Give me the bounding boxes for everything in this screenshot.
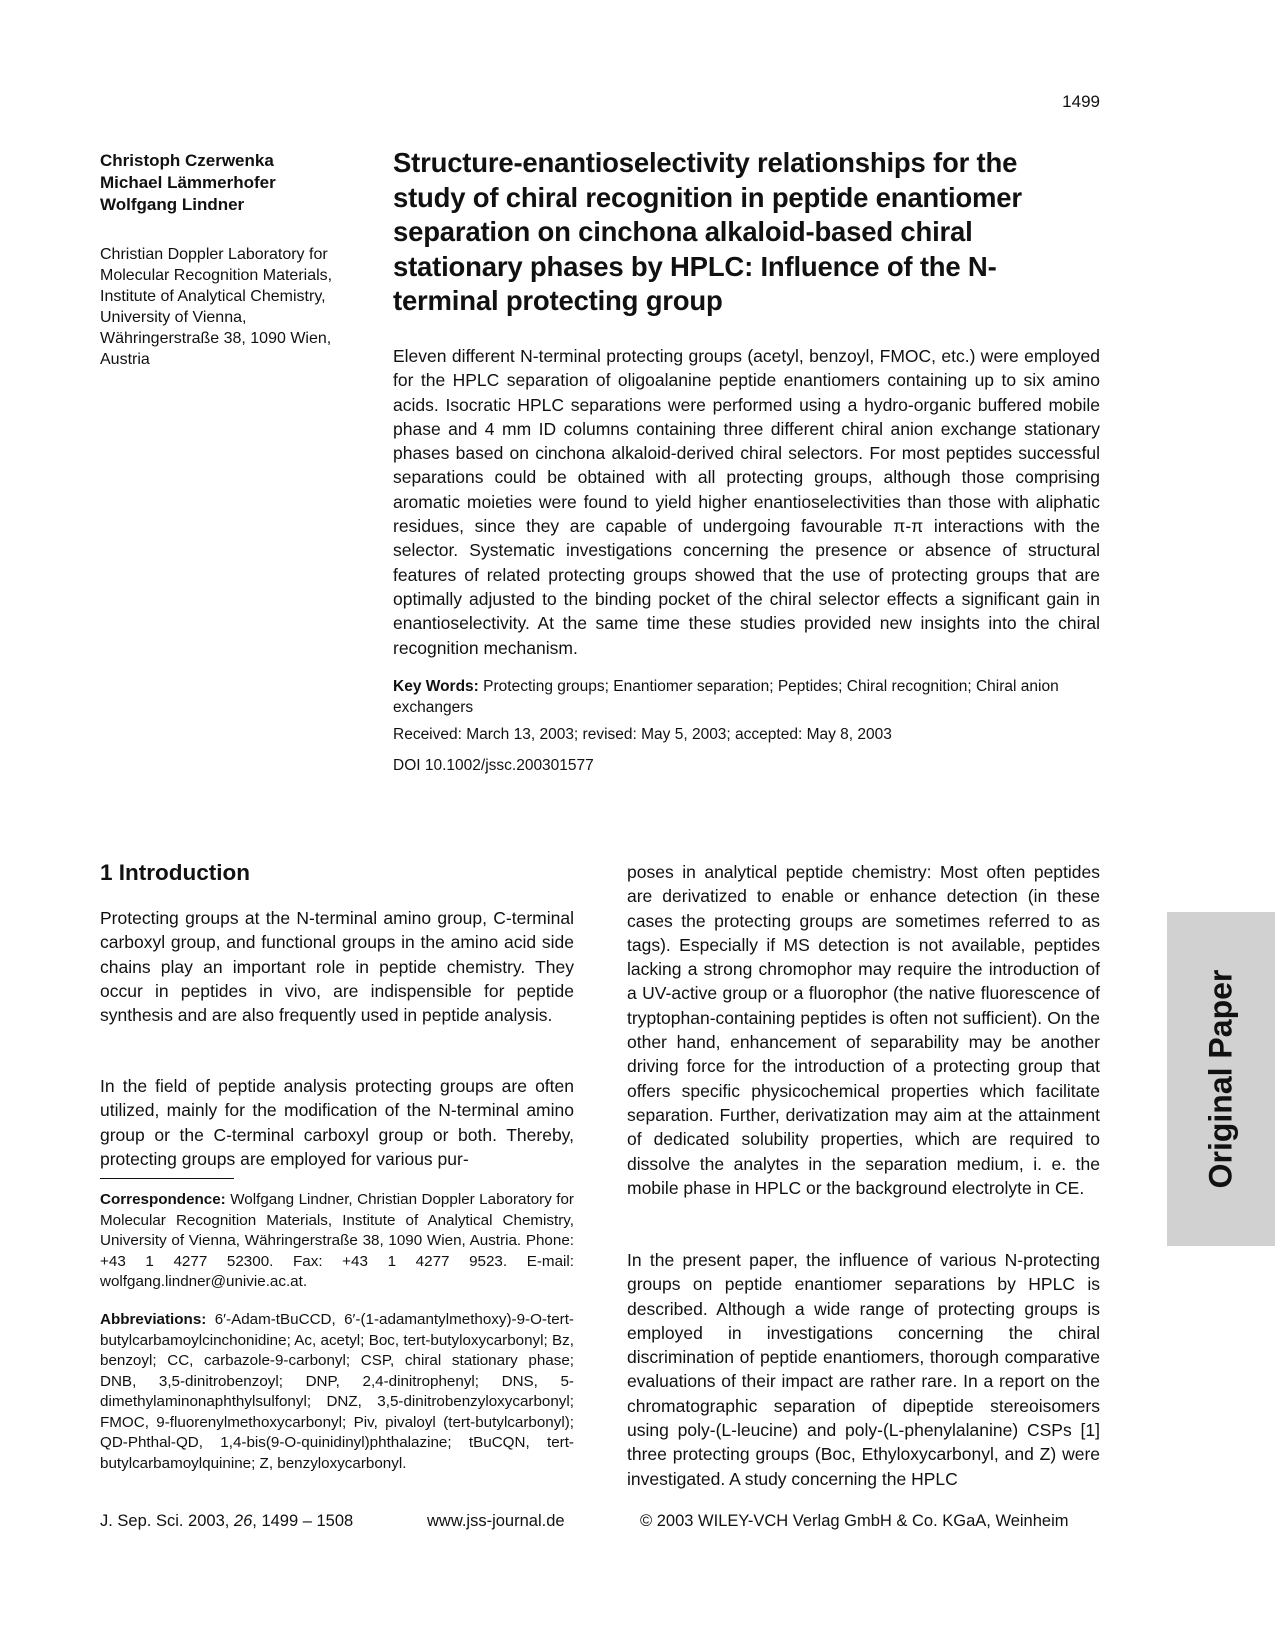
section-heading: 1 Introduction <box>100 860 250 885</box>
side-tab-label: Original Paper <box>1202 969 1239 1189</box>
doi: DOI 10.1002/jssc.200301577 <box>393 757 594 774</box>
keywords-label: Key Words: <box>393 678 479 695</box>
footer-volume: 26 <box>233 1512 253 1530</box>
footer-copyright: © 2003 WILEY-VCH Verlag GmbH & Co. KGaA, Weinheim <box>640 1512 1069 1530</box>
paragraph: poses in analytical peptide chemistry: Most often peptides are derivatized to enable or enhance detection (in these cases the protecting groups are sometimes referred to as tags). Especially if MS detection is not available, peptides lacking a strong chromophor may require the introduction of a UV-active group or a fluorophor (the native fluorescence of tryptophan-containing peptides is often not sufficient). On the other hand, enhancement of separability may be another driving force for the introduction of a protecting group that offers specific physicochemical properties which facilitate separation. Further, derivatization may aim at the attainment of dedicated solubility properties, which are required to dissolve the analytes in the separation medium, i. e. the mobile phase in HPLC or the background electrolyte in CE. <box>627 862 1100 1198</box>
footer-url: www.jss-journal.de <box>427 1512 565 1530</box>
abstract: Eleven different N-terminal protecting groups (acetyl, benzoyl, FMOC, etc.) were employed for the HPLC separation of oligoalanine peptide enantiomers containing up to six amino acids. Isocratic HPLC separations were performed using a hydro-organic buffered mobile phase and 4 mm ID columns containing three different chiral anion exchange stationary phases based on cinchona alkaloid-derived chiral selectors. For most peptides successful separations could be obtained with all protecting groups, although those comprising aromatic moieties were found to yield higher enantioselectivities than those with aliphatic residues, since they are capable of undergoing favourable π-π interactions with the selector. Systematic investigations concerning the presence or absence of structural features of related protecting groups showed that the use of protecting groups that are optimally adjusted to the binding pocket of the chiral selector effects a significant gain in enantioselectivity. At the same time these studies provided new insights into the chiral recognition mechanism. <box>393 346 1100 658</box>
footer-citation <box>100 1512 353 1531</box>
paragraph: In the present paper, the influence of various N-protecting groups on peptide enantiomer separations by HPLC is described. Although a wide range of protecting groups is employed in investigations concerning the chiral discrimination of peptide enantiomers, thorough comparative evaluations of their impact are rather rare. In a report on the chromatographic separation of dipeptide stereoisomers using poly-(L-leucine) and poly-(L-phenylalanine) CSPs [1] three protecting groups (Boc, Ethyloxycarbonyl, and Z) were investigated. A study concerning the HPLC <box>627 1250 1100 1489</box>
author-name: Wolfgang Lindner <box>100 195 245 214</box>
keywords-text: Protecting groups; Enantiomer separation; Peptides; Chiral recognition; Chiral anion exchangers <box>393 678 1059 716</box>
footnote-divider <box>100 1178 234 1179</box>
article-title: Structure-enantioselectivity relationships for the study of chiral recognition in peptide enantiomer separation on cinchona alkaloid-based chiral stationary phases by HPLC: Influence of the N-terminal protecting group <box>393 147 1022 316</box>
abbreviations-note <box>100 1310 574 1474</box>
author-name: Christoph Czerwenka <box>100 151 274 170</box>
footer-pages: , 1499 – 1508 <box>252 1512 354 1530</box>
author-list <box>100 150 370 216</box>
correspondence-note <box>100 1190 574 1293</box>
paragraph: In the field of peptide analysis protecting groups are often utilized, mainly for the modification of the N-terminal amino group or the C-terminal carboxyl group or both. Thereby, protecting groups are employed for various pur- <box>100 1076 574 1169</box>
footer-journal: J. Sep. Sci. 2003, <box>100 1512 234 1530</box>
received-dates: Received: March 13, 2003; revised: May 5, 2003; accepted: May 8, 2003 <box>393 726 892 743</box>
keywords <box>393 677 1100 718</box>
correspondence-text: Wolfgang Lindner, Christian Doppler Laboratory for Molecular Recognition Materials, Institute of Analytical Chemistry, University of Vienna, Währingerstraße 38, 1090 Wien, Austria. Phone: +43 1 4277 52300. Fax: +43 1 4277 9523. E-mail: wolfgang.lindner@univie.ac.at. <box>100 1191 574 1290</box>
page-number: 1499 <box>1062 92 1100 111</box>
correspondence-label: Correspondence: <box>100 1191 226 1208</box>
abbreviations-label: Abbreviations: <box>100 1311 207 1328</box>
paragraph: Protecting groups at the N-terminal amino group, C-terminal carboxyl group, and functional groups in the amino acid side chains play an important role in peptide chemistry. They occur in peptides in vivo, are indispensible for peptide synthesis and are also frequently used in peptide analysis. <box>100 908 574 1026</box>
abbreviations-text: 6′-Adam-tBuCCD, 6′-(1-adamantylmethoxy)-9-O-tert-butylcarbamoylcinchonidine; Ac, acetyl; Boc, tert-butyloxycarbonyl; Bz, benzoyl; CC, carbazole-9-carbonyl; CSP, chiral stationary phase; DNB, 3,5-dinitrobenzoyl; DNP, 2,4-dinitrophenyl; DNS, 5-dimethylaminonaphthylsulfonyl; DNZ, 3,5-dinitrobenzyloxycarbonyl; FMOC, 9-fluorenylmethoxycarbonyl; Piv, pivaloyl (tert-butylcarbonyl); QD-Phthal-QD, 1,4-bis(9-O-quinidinyl)phthalazine; tBuCQN, tert-butylcarbamoylquinine; Z, benzyloxycarbonyl. <box>100 1311 574 1472</box>
affiliation: Christian Doppler Laboratory for Molecular Recognition Materials, Institute of Analytical Chemistry, University of Vienna, Währingerstraße 38, 1090 Wien, Austria <box>100 246 333 368</box>
author-name: Michael Lämmerhofer <box>100 173 276 192</box>
